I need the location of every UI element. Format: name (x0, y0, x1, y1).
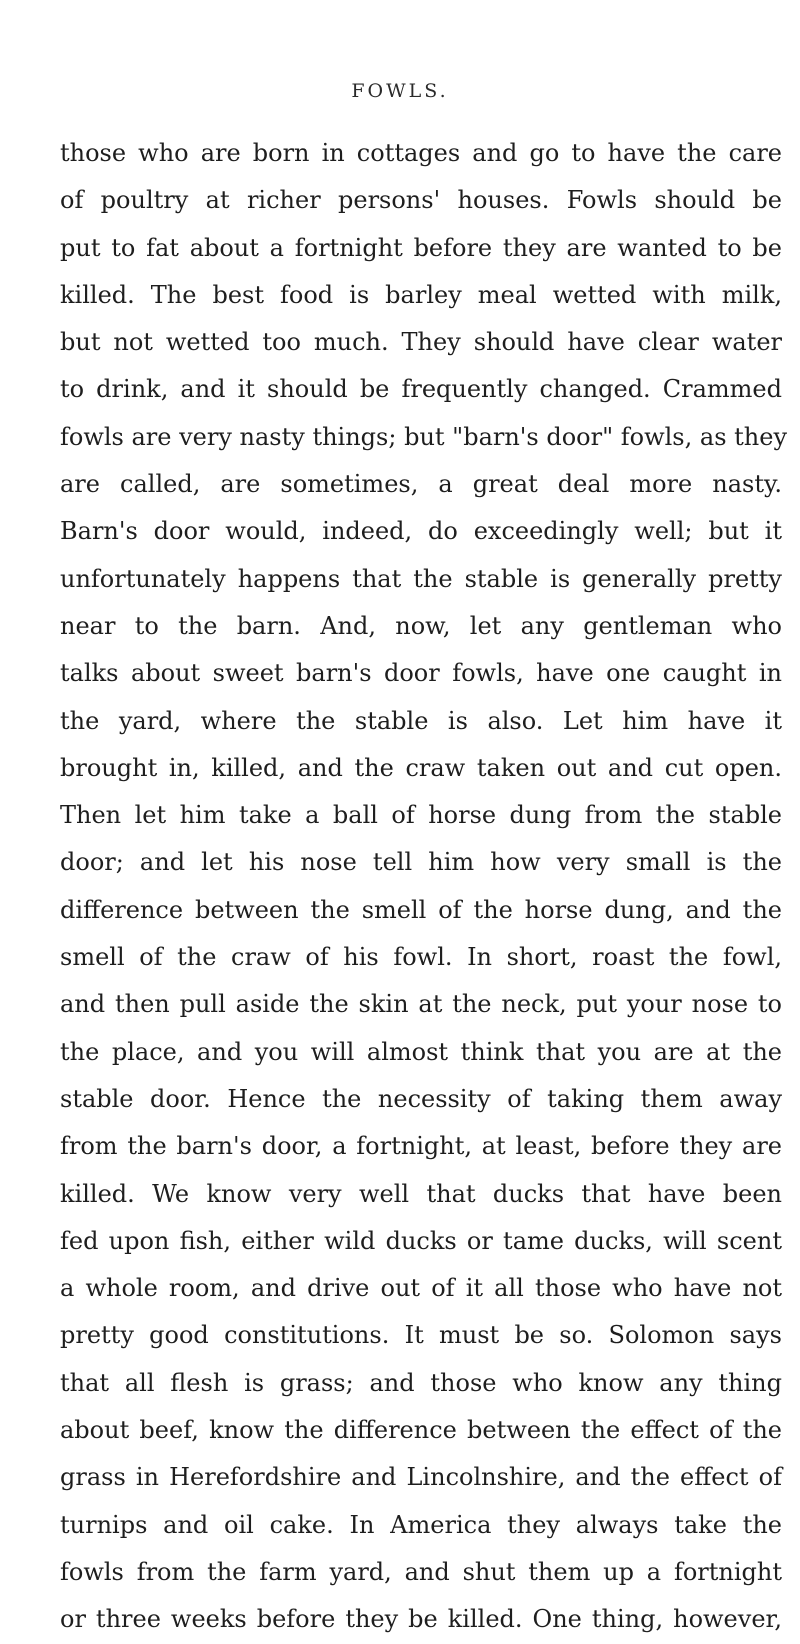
running-head: FOWLS. (351, 80, 449, 102)
text-line: near to the barn. And, now, let any gentleman who (60, 611, 782, 640)
text-line: pretty good constitutions. It must be so. Solomon says (60, 1321, 782, 1350)
text-line: that all flesh is grass; and those who know any thing (60, 1368, 782, 1397)
text-line: of poultry at richer persons' houses. Fowls should be (60, 186, 782, 215)
text-line: door; and let his nose tell him how very small is the (60, 848, 782, 877)
text-line: turnips and oil cake. In America they always take the (60, 1510, 782, 1539)
text-line: or three weeks before they be killed. One thing, however, (60, 1605, 782, 1634)
text-line: killed. We know very well that ducks that have been (60, 1179, 782, 1208)
text-line: grass in Herefordshire and Lincolnshire, and the effect of (60, 1463, 782, 1492)
text-line: to drink, and it should be frequently changed. Crammed (60, 375, 782, 404)
text-line: but not wetted too much. They should have clear water (60, 328, 782, 357)
text-line: Barn's door would, indeed, do exceedingly well; but it (60, 517, 782, 546)
body-text (60, 130, 787, 1644)
text-line: stable door. Hence the necessity of taking them away (60, 1084, 782, 1113)
text-line: and then pull aside the skin at the neck, put your nose to (60, 990, 782, 1019)
text-line: about beef, know the difference between the effect of the (60, 1416, 782, 1445)
text-line: brought in, killed, and the craw taken out and cut open. (60, 753, 782, 782)
text-line: talks about sweet barn's door fowls, have one caught in (60, 659, 782, 688)
text-line: the place, and you will almost think that you are at the (60, 1037, 782, 1066)
text-line: fowls from the farm yard, and shut them up a fortnight (60, 1557, 782, 1586)
text-line: a whole room, and drive out of it all those who have not (60, 1274, 782, 1303)
text-line: smell of the craw of his fowl. In short, roast the fowl, (60, 943, 782, 972)
text-line: are called, are sometimes, a great deal more nasty. (60, 470, 782, 499)
text-line: fed upon fish, either wild ducks or tame ducks, will scent (60, 1226, 782, 1255)
text-line: put to fat about a fortnight before they are wanted to be (60, 233, 782, 262)
text-line: unfortunately happens that the stable is generally pretty (60, 564, 782, 593)
text-line: the yard, where the stable is also. Let him have it (60, 706, 782, 735)
text-line: fowls are very nasty things; but "barn's door" fowls, as they (60, 422, 787, 451)
text-line: killed. The best food is barley meal wetted with milk, (60, 280, 782, 309)
text-line: those who are born in cottages and go to have the care (60, 139, 782, 167)
text-line: Then let him take a ball of horse dung from the stable (60, 801, 782, 830)
text-line: difference between the smell of the horse dung, and the (60, 895, 782, 924)
text-line: from the barn's door, a fortnight, at least, before they are (60, 1132, 782, 1161)
